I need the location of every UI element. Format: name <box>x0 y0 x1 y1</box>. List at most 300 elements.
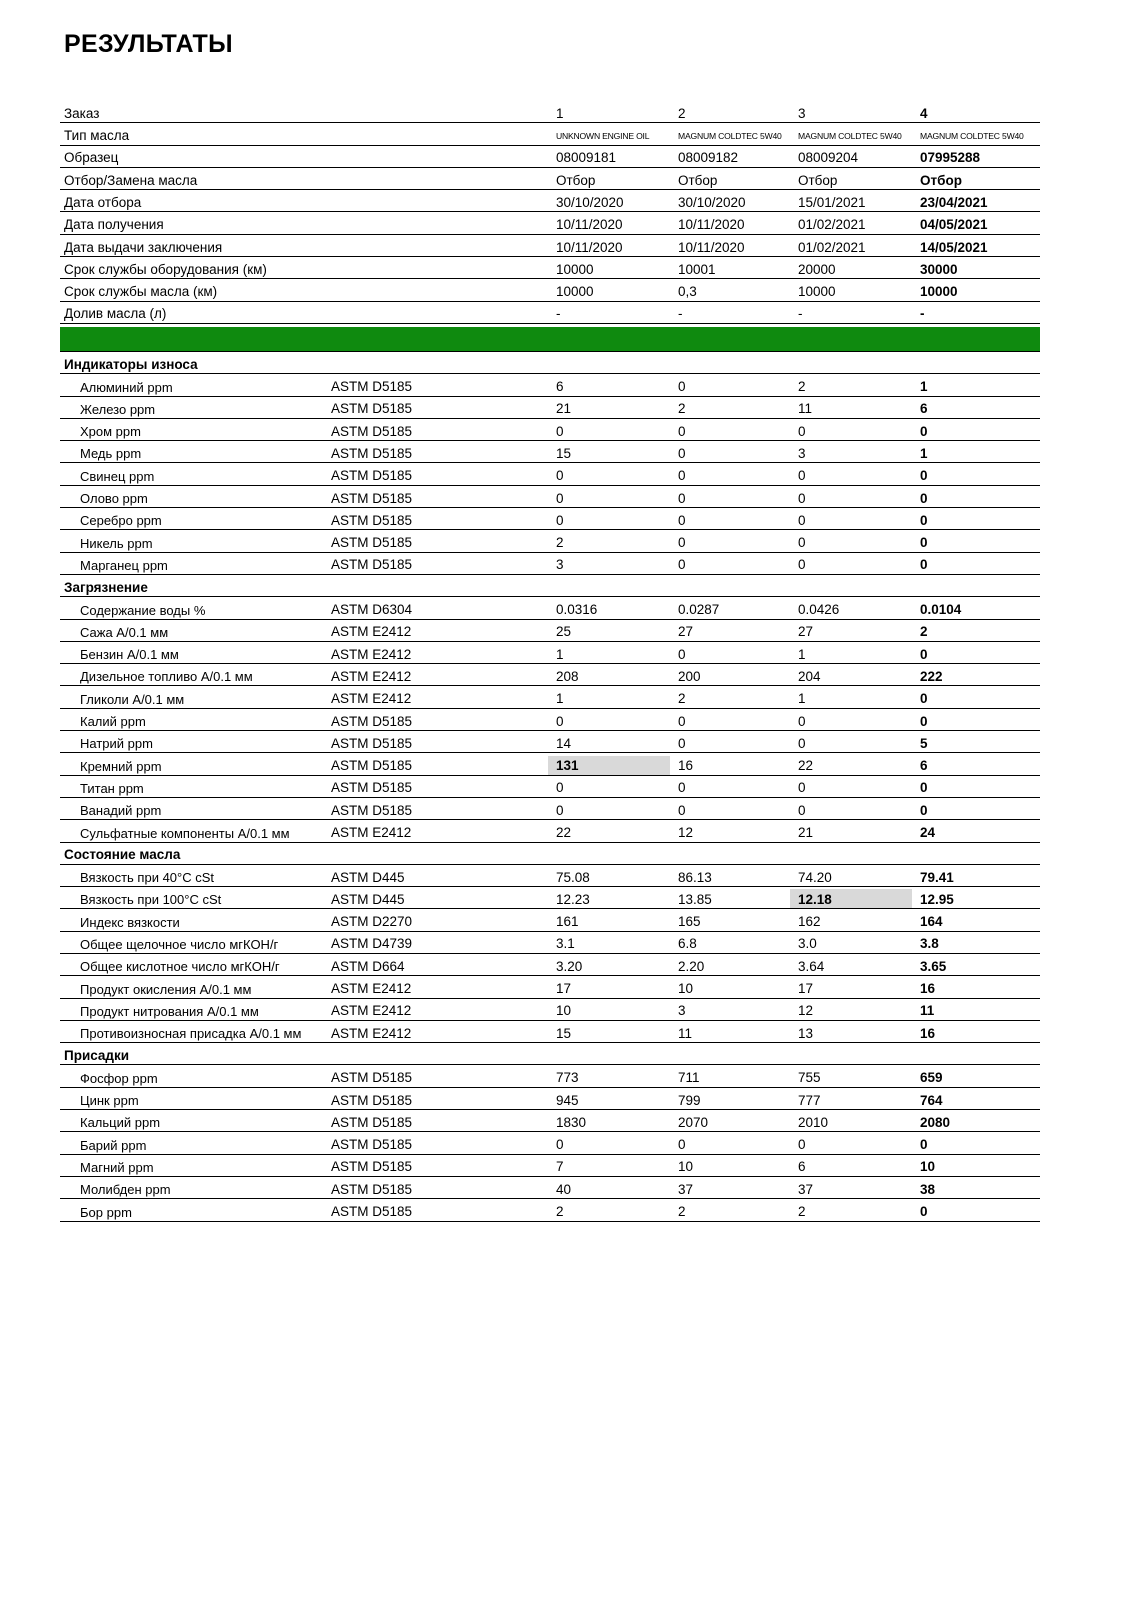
header-label: Дата получения <box>64 217 164 233</box>
sample-4-value: 2080 <box>920 1114 951 1130</box>
result-row <box>60 1132 1040 1154</box>
sample-1-value: 0 <box>556 423 564 439</box>
sample-1-value: 22 <box>556 825 572 840</box>
result-row <box>60 441 1040 463</box>
method-label: ASTM D5185 <box>331 468 413 484</box>
result-row <box>60 731 1040 753</box>
method-label: ASTM D5185 <box>331 735 413 751</box>
method-label: ASTM E2412 <box>331 1025 412 1041</box>
parameter-label: Кальций ppm <box>80 1115 161 1131</box>
sample-3-value: - <box>798 306 803 322</box>
sample-2-value: 12 <box>678 825 694 840</box>
sample-1-value: 40 <box>556 1181 572 1197</box>
sample-4-value: 0 <box>920 691 928 707</box>
sample-3-value: 0 <box>798 557 806 573</box>
sample-4-value: 764 <box>920 1092 943 1108</box>
sample-2-value: 0 <box>678 1137 686 1153</box>
sample-4-value: 30000 <box>920 261 958 277</box>
sample-3-value: 2010 <box>798 1114 829 1130</box>
section-title: Состояние масла <box>64 847 181 863</box>
sample-2-value: 0 <box>678 780 686 796</box>
method-label: ASTM D5185 <box>331 490 413 506</box>
sample-1-value: UNKNOWN ENGINE OIL <box>556 131 650 141</box>
sample-2-value: 0 <box>678 535 686 551</box>
method-label: ASTM D5185 <box>331 557 413 573</box>
header-row <box>60 279 1040 301</box>
result-row <box>60 932 1040 954</box>
sample-1-value: 0 <box>556 802 564 818</box>
method-label: ASTM D5185 <box>331 1114 413 1130</box>
sample-4-value: 79.41 <box>920 869 954 885</box>
result-row <box>60 999 1040 1021</box>
sample-1-value: 0 <box>556 468 564 484</box>
sample-2-value: 10/11/2020 <box>678 217 745 233</box>
method-label: ASTM D445 <box>331 869 405 885</box>
sample-4-value: 3.65 <box>920 958 947 974</box>
method-label: ASTM E2412 <box>331 981 412 997</box>
sample-2-value: 0 <box>678 468 686 484</box>
sample-3-value: MAGNUM COLDTEC 5W40 <box>798 131 902 141</box>
sample-4-value: 10 <box>920 1159 936 1175</box>
sample-1-value: 1 <box>556 646 564 662</box>
result-row <box>60 865 1040 887</box>
sample-1-value: 12.23 <box>556 891 590 907</box>
result-row <box>60 597 1040 619</box>
parameter-label: Олово ppm <box>80 491 148 507</box>
sample-2-value: 10 <box>678 981 694 997</box>
sample-2-value: 6.8 <box>678 936 697 952</box>
parameter-label: Свинец ppm <box>80 468 155 484</box>
method-label: ASTM E2412 <box>331 668 412 684</box>
result-row <box>60 798 1040 820</box>
sample-2-value: 0,3 <box>678 284 697 300</box>
sample-3-value: 27 <box>798 624 814 640</box>
result-row <box>60 776 1040 798</box>
sample-3-value: 0 <box>798 490 806 506</box>
sample-3-value: 3 <box>798 445 806 461</box>
sample-3-value: 0 <box>798 535 806 551</box>
sample-2-value: 10/11/2020 <box>678 239 745 255</box>
sample-3-value: 01/02/2021 <box>798 217 866 233</box>
sample-3-value: 74.20 <box>798 869 832 885</box>
sample-4-value: 16 <box>920 1025 936 1041</box>
sample-1-value: 6 <box>556 379 564 395</box>
result-row <box>60 1088 1040 1110</box>
sample-4-value: - <box>920 306 925 322</box>
method-label: ASTM D664 <box>331 958 405 974</box>
sample-3-value: 0 <box>798 713 806 729</box>
parameter-label: Сульфатные компоненты A/0.1 мм <box>80 825 290 841</box>
result-row <box>60 1021 1040 1043</box>
sample-2-value: 16 <box>678 758 694 774</box>
sample-1-value: 15 <box>556 445 572 461</box>
sample-3-value: 162 <box>798 914 821 930</box>
section-header <box>60 1043 1040 1065</box>
sample-3-value: 0 <box>798 468 806 484</box>
method-label: ASTM D5185 <box>331 1070 413 1086</box>
parameter-label: Продукт нитрования A/0.1 мм <box>80 1003 259 1019</box>
sample-2-value: 0 <box>678 445 686 461</box>
sample-4-value: 11 <box>920 1003 935 1019</box>
sample-4-value: 3.8 <box>920 936 939 952</box>
sample-4-value: 1 <box>920 445 928 461</box>
sample-2-value: MAGNUM COLDTEC 5W40 <box>678 131 782 141</box>
sample-2-value: 10001 <box>678 261 716 277</box>
method-label: ASTM D5185 <box>331 802 413 818</box>
sample-3-value: 01/02/2021 <box>798 239 866 255</box>
section-title: Присадки <box>64 1047 130 1063</box>
sample-2-value: 0 <box>678 646 686 662</box>
sample-2-value: - <box>678 306 683 322</box>
method-label: ASTM E2412 <box>331 624 412 640</box>
sample-4-value: 0 <box>920 423 928 439</box>
sample-4-value: 07995288 <box>920 150 981 166</box>
sample-4-value: 2 <box>920 624 928 640</box>
method-label: ASTM E2412 <box>331 1003 412 1019</box>
header-row <box>60 212 1040 234</box>
sample-2-value: 799 <box>678 1092 701 1108</box>
parameter-label: Вязкость при 40°C cSt <box>80 870 215 886</box>
sample-3-value: 0 <box>798 802 806 818</box>
section-title: Индикаторы износа <box>64 356 198 372</box>
sample-3-value: 755 <box>798 1070 821 1086</box>
method-label: ASTM D4739 <box>331 936 413 952</box>
result-row <box>60 1065 1040 1087</box>
sample-4-value: 1 <box>920 379 928 395</box>
sample-2-value: 30/10/2020 <box>678 194 746 210</box>
parameter-label: Кремний ppm <box>80 758 162 774</box>
method-label: ASTM E2412 <box>331 825 412 840</box>
status-bar <box>60 327 1040 352</box>
sample-3-value: 0 <box>798 512 806 528</box>
sample-3-value: 6 <box>798 1159 806 1175</box>
header-label: Дата отбора <box>64 194 142 210</box>
header-row <box>60 302 1040 324</box>
sample-1-value: - <box>556 306 561 322</box>
sample-1-value: 17 <box>556 981 572 997</box>
parameter-label: Натрий ppm <box>80 736 153 752</box>
section-header <box>60 352 1040 374</box>
parameter-label: Бензин A/0.1 мм <box>80 647 179 663</box>
result-row <box>60 686 1040 708</box>
parameter-label: Магний ppm <box>80 1159 154 1175</box>
sample-3-value: 1 <box>798 691 806 707</box>
parameter-label: Ванадий ppm <box>80 803 162 819</box>
section-title: Загрязнение <box>64 579 148 595</box>
sample-3-value: 13 <box>798 1025 814 1041</box>
sample-3-value: 3.64 <box>798 958 825 974</box>
sample-4-value: Отбор <box>920 172 962 188</box>
sample-4-value: 4 <box>920 105 928 121</box>
sample-4-value: 0 <box>920 512 928 528</box>
sample-4-value: 0 <box>920 557 928 573</box>
sample-3-value: 10000 <box>798 284 836 300</box>
result-row <box>60 1110 1040 1132</box>
parameter-label: Вязкость при 100°C cSt <box>80 892 222 908</box>
result-row <box>60 508 1040 530</box>
parameter-label: Хром ppm <box>80 424 141 440</box>
parameter-label: Дизельное топливо A/0.1 мм <box>80 669 253 685</box>
sample-4-value: 0 <box>920 713 928 729</box>
sample-3-value: 0.0426 <box>798 602 840 618</box>
result-row <box>60 1199 1040 1221</box>
result-row <box>60 664 1040 686</box>
sample-4-value: 0 <box>920 1204 928 1220</box>
parameter-label: Сажа A/0.1 мм <box>80 624 169 640</box>
sample-4-value: 23/04/2021 <box>920 194 988 210</box>
parameter-label: Никель ppm <box>80 535 153 551</box>
sample-1-value: 3.20 <box>556 958 583 974</box>
sample-1-value: 131 <box>556 758 579 774</box>
result-row <box>60 620 1040 642</box>
method-label: ASTM D5185 <box>331 780 413 796</box>
sample-4-value: 0 <box>920 646 928 662</box>
result-row <box>60 820 1040 842</box>
parameter-label: Общее щелочное число мгКОН/г <box>80 936 279 952</box>
result-row <box>60 553 1040 575</box>
sample-2-value: 37 <box>678 1181 694 1197</box>
sample-1-value: 3.1 <box>556 936 575 952</box>
sample-3-value: 0 <box>798 780 806 796</box>
method-label: ASTM D5185 <box>331 713 413 729</box>
result-row <box>60 909 1040 931</box>
sample-2-value: 2 <box>678 691 686 707</box>
sample-1-value: 21 <box>556 401 572 417</box>
sample-1-value: 3 <box>556 557 564 573</box>
header-row <box>60 101 1040 123</box>
sample-4-value: 0 <box>920 780 928 796</box>
sample-3-value: 17 <box>798 981 814 997</box>
sample-2-value: 3 <box>678 1003 686 1019</box>
sample-1-value: 2 <box>556 1204 564 1220</box>
header-label: Заказ <box>64 105 100 121</box>
result-row <box>60 887 1040 909</box>
sample-2-value: 711 <box>678 1070 700 1086</box>
sample-3-value: 2 <box>798 1204 806 1220</box>
sample-2-value: 2070 <box>678 1114 709 1130</box>
header-label: Срок службы масла (км) <box>64 284 218 300</box>
sample-4-value: 6 <box>920 758 928 774</box>
parameter-label: Калий ppm <box>80 714 146 730</box>
parameter-label: Содержание воды % <box>80 602 206 618</box>
parameter-label: Барий ppm <box>80 1137 147 1153</box>
sample-1-value: 0 <box>556 713 564 729</box>
sample-2-value: 0 <box>678 557 686 573</box>
header-label: Образец <box>64 150 119 166</box>
result-row <box>60 419 1040 441</box>
sample-3-value: 12 <box>798 1003 814 1019</box>
sample-3-value: Отбор <box>798 172 838 188</box>
parameter-label: Противоизносная присадка A/0.1 мм <box>80 1026 302 1042</box>
sample-4-value: 0.0104 <box>920 602 962 618</box>
parameter-label: Молибден ppm <box>80 1182 171 1198</box>
sample-4-value: 6 <box>920 401 928 417</box>
sample-1-value: 25 <box>556 624 572 640</box>
sample-1-value: 1 <box>556 105 564 121</box>
sample-2-value: 0 <box>678 379 686 395</box>
sample-1-value: 1 <box>556 691 564 707</box>
sample-2-value: 200 <box>678 668 701 684</box>
sample-1-value: 0 <box>556 1137 564 1153</box>
parameter-label: Марганец ppm <box>80 557 168 573</box>
sample-2-value: 0 <box>678 512 686 528</box>
sample-4-value: 222 <box>920 668 943 684</box>
sample-1-value: 0 <box>556 780 564 796</box>
result-row <box>60 976 1040 998</box>
sample-1-value: 7 <box>556 1159 564 1175</box>
sample-2-value: 2 <box>678 105 686 121</box>
sample-1-value: 10/11/2020 <box>556 239 623 255</box>
header-row <box>60 257 1040 279</box>
sample-2-value: 0 <box>678 802 686 818</box>
sample-3-value: 3 <box>798 105 806 121</box>
sample-4-value: 24 <box>920 825 936 840</box>
method-label: ASTM D5185 <box>331 379 413 395</box>
sample-2-value: 13.85 <box>678 891 712 907</box>
sample-1-value: 08009181 <box>556 150 617 166</box>
sample-3-value: 15/01/2021 <box>798 194 866 210</box>
sample-4-value: 0 <box>920 468 928 484</box>
header-row <box>60 168 1040 190</box>
sample-3-value: 204 <box>798 668 821 684</box>
result-row <box>60 463 1040 485</box>
header-row <box>60 190 1040 212</box>
result-row <box>60 1177 1040 1199</box>
parameter-label: Продукт окисления A/0.1 мм <box>80 981 252 997</box>
sample-2-value: 0 <box>678 735 686 751</box>
sample-3-value: 37 <box>798 1181 814 1197</box>
sample-1-value: 0 <box>556 490 564 506</box>
sample-2-value: 0 <box>678 713 686 729</box>
result-row <box>60 709 1040 731</box>
sample-1-value: 10000 <box>556 284 594 300</box>
method-label: ASTM D5185 <box>331 445 413 461</box>
result-row <box>60 397 1040 419</box>
sample-3-value: 777 <box>798 1092 821 1108</box>
sample-3-value: 11 <box>798 401 813 417</box>
sample-1-value: 0.0316 <box>556 602 598 618</box>
sample-4-value: 0 <box>920 490 928 506</box>
sample-4-value: MAGNUM COLDTEC 5W40 <box>920 131 1024 141</box>
parameter-label: Алюминий ppm <box>80 379 173 395</box>
results-table <box>60 101 1040 1222</box>
sample-2-value: 0 <box>678 423 686 439</box>
result-row <box>60 642 1040 664</box>
header-label: Отбор/Замена масла <box>64 172 198 188</box>
sample-3-value: 1 <box>798 646 806 662</box>
method-label: ASTM D5185 <box>331 758 413 774</box>
method-label: ASTM D2270 <box>331 914 413 930</box>
sample-4-value: 14/05/2021 <box>920 239 988 255</box>
method-label: ASTM D5185 <box>331 535 413 551</box>
method-label: ASTM D5185 <box>331 1092 413 1108</box>
sample-1-value: 10000 <box>556 261 594 277</box>
sample-2-value: 08009182 <box>678 150 739 166</box>
method-label: ASTM D6304 <box>331 602 413 618</box>
parameter-label: Серебро ppm <box>80 513 162 529</box>
sample-4-value: 659 <box>920 1070 943 1086</box>
sample-3-value: 22 <box>798 758 814 774</box>
sample-4-value: 12.95 <box>920 891 954 907</box>
parameter-label: Титан ppm <box>80 780 144 796</box>
parameter-label: Цинк ppm <box>80 1093 139 1109</box>
method-label: ASTM E2412 <box>331 646 412 662</box>
sample-2-value: Отбор <box>678 172 718 188</box>
section-header <box>60 575 1040 597</box>
sample-4-value: 0 <box>920 535 928 551</box>
result-row <box>60 486 1040 508</box>
sample-4-value: 0 <box>920 802 928 818</box>
sample-3-value: 3.0 <box>798 936 817 952</box>
header-row <box>60 146 1040 168</box>
sample-1-value: 75.08 <box>556 869 590 885</box>
sample-2-value: 2.20 <box>678 958 705 974</box>
section-header <box>60 843 1040 865</box>
sample-2-value: 2 <box>678 401 686 417</box>
method-label: ASTM D5185 <box>331 512 413 528</box>
method-label: ASTM D5185 <box>331 423 413 439</box>
parameter-label: Индекс вязкости <box>80 914 180 930</box>
result-row <box>60 753 1040 775</box>
sample-4-value: 38 <box>920 1181 936 1197</box>
sample-3-value: 20000 <box>798 261 836 277</box>
sample-2-value: 27 <box>678 624 694 640</box>
sample-1-value: 208 <box>556 668 579 684</box>
sample-2-value: 10 <box>678 1159 694 1175</box>
sample-1-value: 14 <box>556 735 572 751</box>
parameter-label: Медь ppm <box>80 446 142 462</box>
parameter-label: Фосфор ppm <box>80 1070 158 1086</box>
sample-3-value: 12.18 <box>798 891 832 907</box>
sample-1-value: Отбор <box>556 172 596 188</box>
sample-1-value: 773 <box>556 1070 579 1086</box>
method-label: ASTM D5185 <box>331 1159 413 1175</box>
sample-3-value: 0 <box>798 1137 806 1153</box>
method-label: ASTM D5185 <box>331 401 413 417</box>
result-row <box>60 1155 1040 1177</box>
result-row <box>60 374 1040 396</box>
sample-4-value: 10000 <box>920 284 958 300</box>
parameter-label: Гликоли A/0.1 мм <box>80 691 185 707</box>
method-label: ASTM D445 <box>331 891 405 907</box>
sample-3-value: 2 <box>798 379 806 395</box>
sample-1-value: 945 <box>556 1092 579 1108</box>
parameter-label: Железо ppm <box>80 401 156 417</box>
sample-2-value: 2 <box>678 1204 686 1220</box>
sample-3-value: 0 <box>798 423 806 439</box>
method-label: ASTM D5185 <box>331 1181 413 1197</box>
header-label: Тип масла <box>64 128 130 144</box>
sample-1-value: 10 <box>556 1003 572 1019</box>
method-label: ASTM D5185 <box>331 1204 413 1220</box>
sample-1-value: 0 <box>556 512 564 528</box>
header-label: Срок службы оборудования (км) <box>64 261 267 277</box>
header-row <box>60 123 1040 145</box>
sample-4-value: 5 <box>920 735 928 751</box>
result-row <box>60 530 1040 552</box>
header-label: Дата выдачи заключения <box>64 239 223 255</box>
sample-2-value: 0.0287 <box>678 602 720 618</box>
header-row <box>60 235 1040 257</box>
sample-1-value: 15 <box>556 1025 572 1041</box>
sample-3-value: 21 <box>798 825 814 840</box>
sample-1-value: 30/10/2020 <box>556 194 624 210</box>
parameter-label: Бор ppm <box>80 1204 132 1220</box>
page-title: РЕЗУЛЬТАТЫ <box>64 30 233 58</box>
sample-1-value: 161 <box>556 914 579 930</box>
method-label: ASTM E2412 <box>331 691 412 707</box>
sample-1-value: 10/11/2020 <box>556 217 623 233</box>
